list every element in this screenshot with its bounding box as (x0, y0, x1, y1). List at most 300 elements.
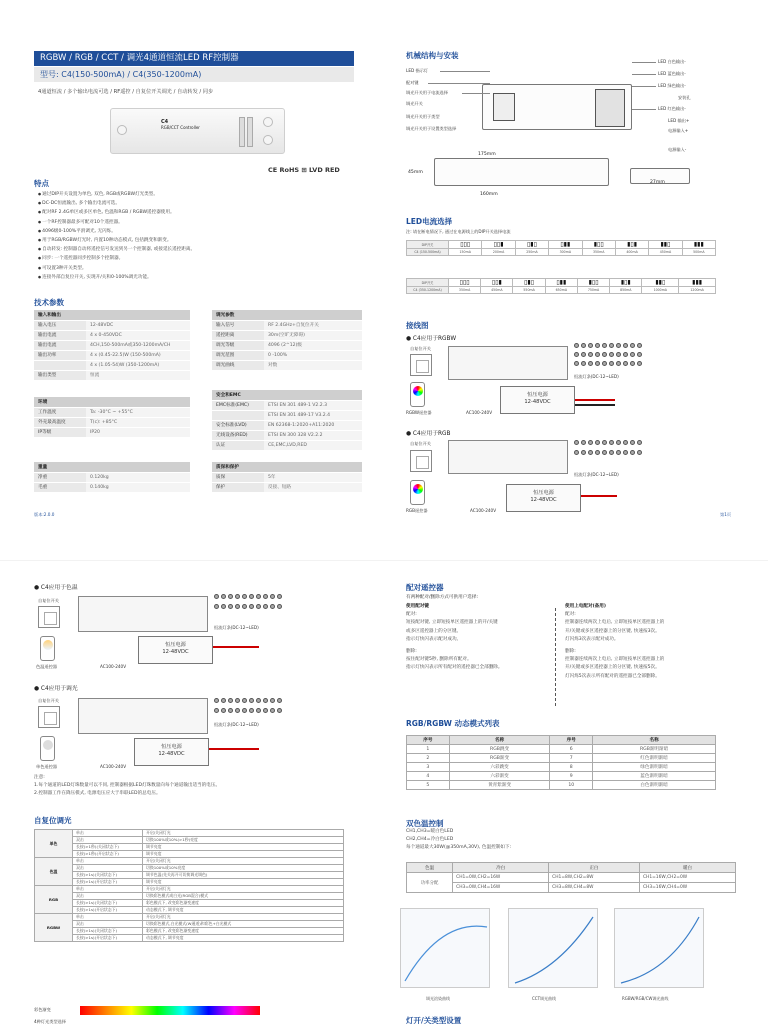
leader-line (428, 83, 490, 84)
result: 彩色模式下, 改变彩色渐变速度 (143, 928, 344, 935)
cell (616, 352, 621, 357)
ac-label: AC100-240V (470, 508, 497, 513)
led-string (574, 343, 642, 348)
cell (235, 594, 240, 599)
graph-caption: RGBW/RGB/CW调光曲线 (622, 996, 669, 1001)
feature-item: ● 同步: 一个遥控器同步控制多个控制器。 (38, 254, 348, 263)
dip-pos: ▮▮▯ (642, 279, 679, 287)
dip-pos: ▮▯▯ (577, 279, 609, 287)
note-line: 1.每个通道的LED灯珠数量可以不同, 控制器根据LED灯珠数量向每个通道输出适当的电压。 (34, 783, 221, 789)
self-reset-heading: 自复位调光 (34, 816, 72, 825)
action: 长按(>1s)(开启状态下) (73, 907, 143, 914)
cell: 六彩渐变 (449, 772, 550, 781)
push-switch-label: 自复位开关 (38, 698, 59, 703)
action: 长按(>1s)(开启状态下) (73, 879, 143, 886)
product-label (161, 119, 200, 130)
dip-pos: ▮▯▮ (610, 279, 642, 287)
spec-table-emc (212, 390, 362, 451)
cell (609, 361, 614, 366)
cell (263, 698, 268, 703)
result: 调节亮度 (143, 851, 344, 858)
cell (35, 935, 344, 942)
pair-line: 控制器连续两次上电后, 立即短按单区遥控器上的 (565, 620, 665, 626)
result: 开启/关闭灯光 (143, 830, 344, 837)
cell (34, 370, 190, 380)
result: 调节亮度 (143, 879, 344, 886)
cell (35, 907, 344, 914)
note-line: 注意: (34, 775, 45, 780)
feature-summary: 4通道恒流 / 多个输出电流可选 / RF遥控 / 自复位开关调光 / 自动转发 / 同步 (38, 89, 214, 95)
cell (616, 361, 621, 366)
cell (34, 407, 190, 417)
pair-line: 配对: (565, 612, 576, 618)
cell (35, 851, 344, 858)
cell: CH3=8W,CH4=8W (549, 883, 640, 893)
cell (249, 594, 254, 599)
cell: 恒压电源 (165, 642, 186, 648)
cell (212, 440, 362, 450)
led-string (574, 352, 642, 357)
feature-item: ● 可设置3种开关类型。 (38, 264, 348, 273)
wire-red (213, 646, 259, 648)
cell: CH1=8W,CH2=8W (549, 873, 640, 883)
cell (35, 914, 344, 921)
cell (277, 698, 282, 703)
pair-line: 灯闪烁5次表示所有配对的遥控器已全部删除。 (565, 673, 660, 679)
cell (565, 603, 735, 611)
cell (581, 440, 586, 445)
cell: 正白 (549, 863, 640, 873)
cell (637, 361, 642, 366)
push-switch-label: 自复位开关 (38, 598, 59, 603)
cell (630, 352, 635, 357)
cell (406, 603, 556, 611)
cell (249, 708, 254, 713)
cell (212, 430, 362, 440)
pair-left-title: 使用配对键 (406, 604, 429, 609)
result: 彩色模式下, 改变彩色渐变速度 (143, 900, 344, 907)
cell (235, 708, 240, 713)
cell (609, 343, 614, 348)
cell (221, 698, 226, 703)
cell: 10 (550, 781, 593, 790)
cell (35, 921, 344, 928)
cell (212, 400, 362, 410)
pair-line: 或多区遥控器上的分区键。 (406, 628, 462, 634)
cell (270, 698, 275, 703)
controller-diagram (448, 440, 568, 474)
callout-label: LED 输出+ (668, 118, 690, 123)
spec-value: 0 -100% (264, 350, 362, 360)
cell (602, 352, 607, 357)
cur-label: C4 (350-1200mA) (407, 287, 449, 294)
dip-pos: ▯▯▯ (449, 279, 481, 287)
pair-line: 灯闪烁3次表示配对成功。 (565, 636, 619, 642)
cell: 黄青紫渐变 (449, 781, 550, 790)
cell: 蓝色渐明渐暗 (593, 772, 716, 781)
cell (407, 279, 716, 287)
result: 开启/关闭灯光 (143, 886, 344, 893)
cell (256, 698, 261, 703)
cur-val: 750mA (577, 287, 609, 294)
cut-heading-right: 灯开/关类型设置 (406, 1016, 462, 1024)
cell (588, 450, 593, 455)
cell: C4 (161, 119, 169, 125)
feature-item: ● 用于RGB/RGBW灯光时, 内置10种动态模式, 包括跳变和渐变。 (38, 236, 348, 245)
spec-key: 保护 (212, 482, 264, 492)
callout-label: LED 蓝色输出- (658, 71, 686, 76)
leader-line (462, 93, 490, 94)
cur-val: 1200mA (679, 287, 716, 294)
dimension-label: 160mm (480, 192, 498, 197)
callout-label: LED 指示灯 (406, 68, 429, 73)
cell: 3 (407, 763, 450, 772)
spec-head: 重量 (34, 462, 190, 472)
controller-diagram (78, 698, 208, 734)
cell (212, 472, 362, 482)
cell (214, 594, 219, 599)
dip-pos: ▯▯▮ (481, 279, 513, 287)
cell (212, 330, 362, 340)
cell (256, 708, 261, 713)
pair-line: 短按配对键, 立即短按单区遥控器上的开/关键 (406, 620, 498, 626)
mount-hole-icon (263, 135, 273, 145)
action: 单击 (73, 914, 143, 921)
cur-val: 500mA (682, 249, 715, 256)
self-reset-table (34, 829, 344, 942)
cell (242, 594, 247, 599)
cur-label: C4 (150-500mA) (407, 249, 449, 256)
cell (602, 343, 607, 348)
cell (34, 310, 190, 320)
result: 切换彩色模式或白光(RGB混合)模式 (143, 893, 344, 900)
cell: 暖白 (639, 863, 735, 873)
cell (595, 440, 600, 445)
cell (407, 736, 716, 745)
led-string-label: 恒流灯条(DC-12~LED) (574, 374, 619, 379)
cell (407, 863, 736, 893)
spec-value: 反接、短路 (264, 482, 362, 492)
cell (34, 417, 190, 427)
graph-render-curve (400, 908, 490, 988)
dual-table (406, 862, 736, 893)
cell (34, 360, 190, 370)
cell (34, 330, 190, 340)
dip-pos: ▯▮▮ (545, 279, 577, 287)
dip-pos: ▯▯▮ (482, 241, 515, 249)
action: 双击 (73, 921, 143, 928)
cell: 白色渐明渐暗 (593, 781, 716, 790)
cell (35, 872, 344, 879)
spec-key: 净重 (34, 472, 86, 482)
psu-box (138, 636, 213, 664)
group-label: RGB (35, 886, 73, 914)
cell: 绿色渐明渐暗 (593, 763, 716, 772)
remote-label: 单色遥控器 (36, 764, 57, 769)
cell (595, 361, 600, 366)
cell (609, 450, 614, 455)
cell (34, 397, 190, 407)
cell (637, 343, 642, 348)
spec-key: 输入电压 (34, 320, 86, 330)
cell (270, 604, 275, 609)
led-string (574, 450, 642, 455)
remote-icon (40, 636, 55, 661)
cell (630, 440, 635, 445)
curve-svg (509, 909, 599, 989)
leader-line (632, 62, 656, 63)
mode-heading: RGB/RGBW 动态模式列表 (406, 719, 500, 728)
led-string (574, 440, 642, 445)
psu-box (506, 484, 581, 512)
callout-label: 调光开关 (406, 101, 423, 106)
cell: RGB跳变 (449, 745, 550, 754)
push-switch-label: 自复位开关 (410, 441, 431, 446)
table-row (407, 763, 716, 772)
spec-key: 外壳最高温度 (34, 417, 86, 427)
spec-value: 4 x (0.45-22.5)W (150-500mA) (86, 350, 190, 360)
cell (35, 900, 344, 907)
callout-label: LED 绿色输出- (658, 83, 686, 88)
cell (43, 740, 53, 750)
graph-rgbw-curve (614, 908, 704, 988)
cell (228, 708, 233, 713)
page-title: RGBW / RGB / CCT / 调光4通道恒流LED RF控制器 (34, 51, 354, 66)
led-current-note: 注: 请在断电情况下, 通过在电源线上的DIP开关选择电流 (406, 229, 511, 234)
spec-key: 遥控距离 (212, 330, 264, 340)
cell (588, 440, 593, 445)
spec-value: ETSI EN 301 489-1 V2.2.3 (264, 400, 362, 410)
cur-head: DIP开关 (407, 241, 449, 249)
cell (263, 708, 268, 713)
cell (413, 386, 423, 396)
dip-pos: ▯▮▯ (513, 279, 545, 287)
pair-line: 指示灯快闪表示配对成功。 (406, 636, 462, 642)
cell (277, 708, 282, 713)
cell (623, 440, 628, 445)
cell: RGB渐明渐暗 (593, 745, 716, 754)
dual-desc (406, 828, 511, 853)
graph-caption: CCT调光曲线 (532, 996, 557, 1001)
cell: 六彩跳变 (449, 763, 550, 772)
cur-val: 350mA (449, 287, 481, 294)
callout-label: 调光开关用于类型 (406, 114, 440, 119)
spectrum-label: 彩色渐变 (34, 1007, 51, 1012)
cur-val: 850mA (610, 287, 642, 294)
action: 长按(>1s)(关闭状态下) (73, 928, 143, 935)
cell (212, 462, 362, 492)
wiring-cct-heading: ● C4应用于色温 (34, 585, 78, 591)
wire-red (575, 399, 615, 401)
cur-val: 200mA (482, 249, 515, 256)
pair-line: 删除: (406, 649, 417, 655)
led-string (574, 361, 642, 366)
action: 长按(>1s)(开启状态下) (73, 935, 143, 942)
cell (228, 698, 233, 703)
cell (34, 340, 190, 350)
mech-heading: 机械结构与安装 (406, 51, 459, 60)
cell (263, 604, 268, 609)
cell (228, 604, 233, 609)
spec-head: 调光参数 (212, 310, 362, 320)
cell (212, 390, 362, 400)
feature-item: ● 连接外部自复位开关, 实现开/关和0-100%调光功能。 (38, 273, 348, 282)
spec-value: 12-48VDC (86, 320, 190, 330)
cell (574, 343, 579, 348)
spec-table-env (34, 397, 190, 438)
color-spectrum-bar (80, 1006, 260, 1015)
spec-key: 毛重 (34, 482, 86, 492)
spec-head: 输入和输出 (34, 310, 190, 320)
cell (221, 708, 226, 713)
notes (34, 774, 364, 799)
cell (34, 350, 190, 360)
version-footer: 版本:2.0.0 (34, 512, 55, 517)
spec-key: 安全标准(LVD) (212, 420, 264, 430)
specs-heading: 技术参数 (34, 298, 64, 307)
cell: RGB渐变 (449, 754, 550, 763)
dual-heading: 双色温控制 (406, 819, 444, 828)
spec-key: 工作温度 (34, 407, 86, 417)
cell: 12-48VDC (530, 497, 557, 503)
cell (413, 484, 423, 494)
cell (212, 390, 362, 450)
product-image (110, 108, 285, 154)
features-list (38, 190, 348, 282)
features-heading: 特点 (34, 179, 49, 188)
cell (263, 594, 268, 599)
cell (249, 698, 254, 703)
result: 动态模式下, 调节亮度 (143, 935, 344, 942)
action: 长按(>1秒)(开启状态下) (73, 851, 143, 858)
cell (34, 397, 190, 437)
cell (35, 865, 344, 872)
dip-pos: ▯▮▮ (549, 241, 582, 249)
cell: CH3=16W,CH4=0W (639, 883, 735, 893)
dual-line: 每个通道最大30W(@350mA,30V), 色温控制如下: (406, 845, 511, 851)
spec-value: ETSI EN 300 328 V2.2.2 (264, 430, 362, 440)
callout-label: LED 红色输出- (658, 106, 686, 111)
group-label: 色温 (35, 858, 73, 886)
ac-label: AC100-240V (100, 764, 127, 769)
graph-cct-curve (508, 908, 598, 988)
remote-icon (410, 480, 425, 505)
mode-head: 序号 (407, 736, 450, 745)
spec-head: 环境 (34, 397, 190, 407)
pair-line: 开/关键或多区遥控器上的分区键, 快速按5次。 (565, 665, 660, 671)
cell (581, 352, 586, 357)
cell (249, 604, 254, 609)
cell (212, 360, 362, 370)
spec-value: Ta: -30°C ~ +55°C (86, 407, 190, 417)
spec-key: 输出功率 (34, 350, 86, 360)
cell: 8 (550, 763, 593, 772)
result: 动态模式下, 调节亮度 (143, 907, 344, 914)
action: 长按(>1s)(关闭状态下) (73, 872, 143, 879)
cell (256, 604, 261, 609)
cell (602, 361, 607, 366)
mech-side-view (434, 158, 609, 186)
remote-label: 色温遥控器 (36, 664, 57, 669)
remote-icon (40, 736, 55, 761)
page-number: 第1页 (720, 512, 732, 517)
spec-key: 调光等级 (212, 340, 264, 350)
action: 双击 (73, 865, 143, 872)
cur-val: 300mA (549, 249, 582, 256)
cur-val: 450mA (481, 287, 513, 294)
cur-val: 250mA (515, 249, 548, 256)
cell (212, 340, 362, 350)
pair-right-col (565, 603, 735, 681)
pair-line: 删除: (565, 649, 576, 655)
spec-value: 30m(空旷无障碍) (264, 330, 362, 340)
cell (212, 462, 362, 472)
cell (616, 450, 621, 455)
cell (235, 604, 240, 609)
pair-line: 开/关键或多区遥控器上的分区键, 快速按3次。 (565, 628, 660, 634)
spec-value: 4 x (1.05-54)W (350-1200mA) (86, 360, 190, 370)
cell (574, 361, 579, 366)
cur-val: 400mA (615, 249, 648, 256)
callout-label: 电源输入+ (668, 128, 689, 133)
pair-line: 配对: (406, 612, 417, 618)
callout-label: 调光开关用于设置类型选择 (406, 126, 457, 131)
led-string-label: 恒流灯条(DC-12~LED) (214, 625, 259, 630)
spec-table-weight (34, 462, 190, 493)
cell (407, 241, 716, 249)
led-string-label: 恒流灯条(DC-12~LED) (574, 472, 619, 477)
cell (242, 708, 247, 713)
cell: 2 (407, 754, 450, 763)
action: 双击 (73, 837, 143, 844)
cell (235, 698, 240, 703)
feature-item: ● 4096级0-100%平滑调光, 无闪烁。 (38, 227, 348, 236)
group-label: RGBW (35, 914, 73, 942)
wire-red (209, 748, 259, 750)
cur-head: DIP开关 (407, 279, 449, 287)
spec-key: 输出电流 (34, 340, 86, 350)
spec-key (212, 410, 264, 420)
spec-value: 0.120kg (86, 472, 190, 482)
leader-line (440, 71, 490, 72)
current-table-2 (406, 278, 716, 294)
cell: RGB/CCT Controller (161, 125, 200, 130)
cur-val: 150mA (449, 249, 482, 256)
table-row (407, 754, 716, 763)
mount-hole-icon (117, 125, 127, 135)
mount-hole-icon (263, 117, 273, 127)
cell: 12-48VDC (162, 649, 189, 655)
led-string (214, 594, 282, 599)
cell (221, 604, 226, 609)
led-string (214, 604, 282, 609)
action: 长按(>1s)(关闭状态下) (73, 900, 143, 907)
pair-subtitle: 有两种配对/删除方式可供用户选择: (406, 595, 479, 600)
model-subtitle: 型号: C4(150-500mA) / C4(350-1200mA) (34, 67, 354, 82)
pair-line: 按住配对键5秒, 删除所有配对。 (406, 657, 472, 663)
controller-diagram (78, 596, 208, 632)
pair-right-title: 使用上电配对(备用) (565, 604, 606, 609)
feature-item: ● 通过DIP开关设置为单色, 双色, RGB或RGBW灯光类型。 (38, 190, 348, 199)
cell (270, 594, 275, 599)
cell (277, 594, 282, 599)
cell (581, 450, 586, 455)
cell (212, 310, 362, 320)
cell (581, 361, 586, 366)
cell (212, 482, 362, 492)
cell (637, 352, 642, 357)
result: 开启/关闭灯光 (143, 914, 344, 921)
